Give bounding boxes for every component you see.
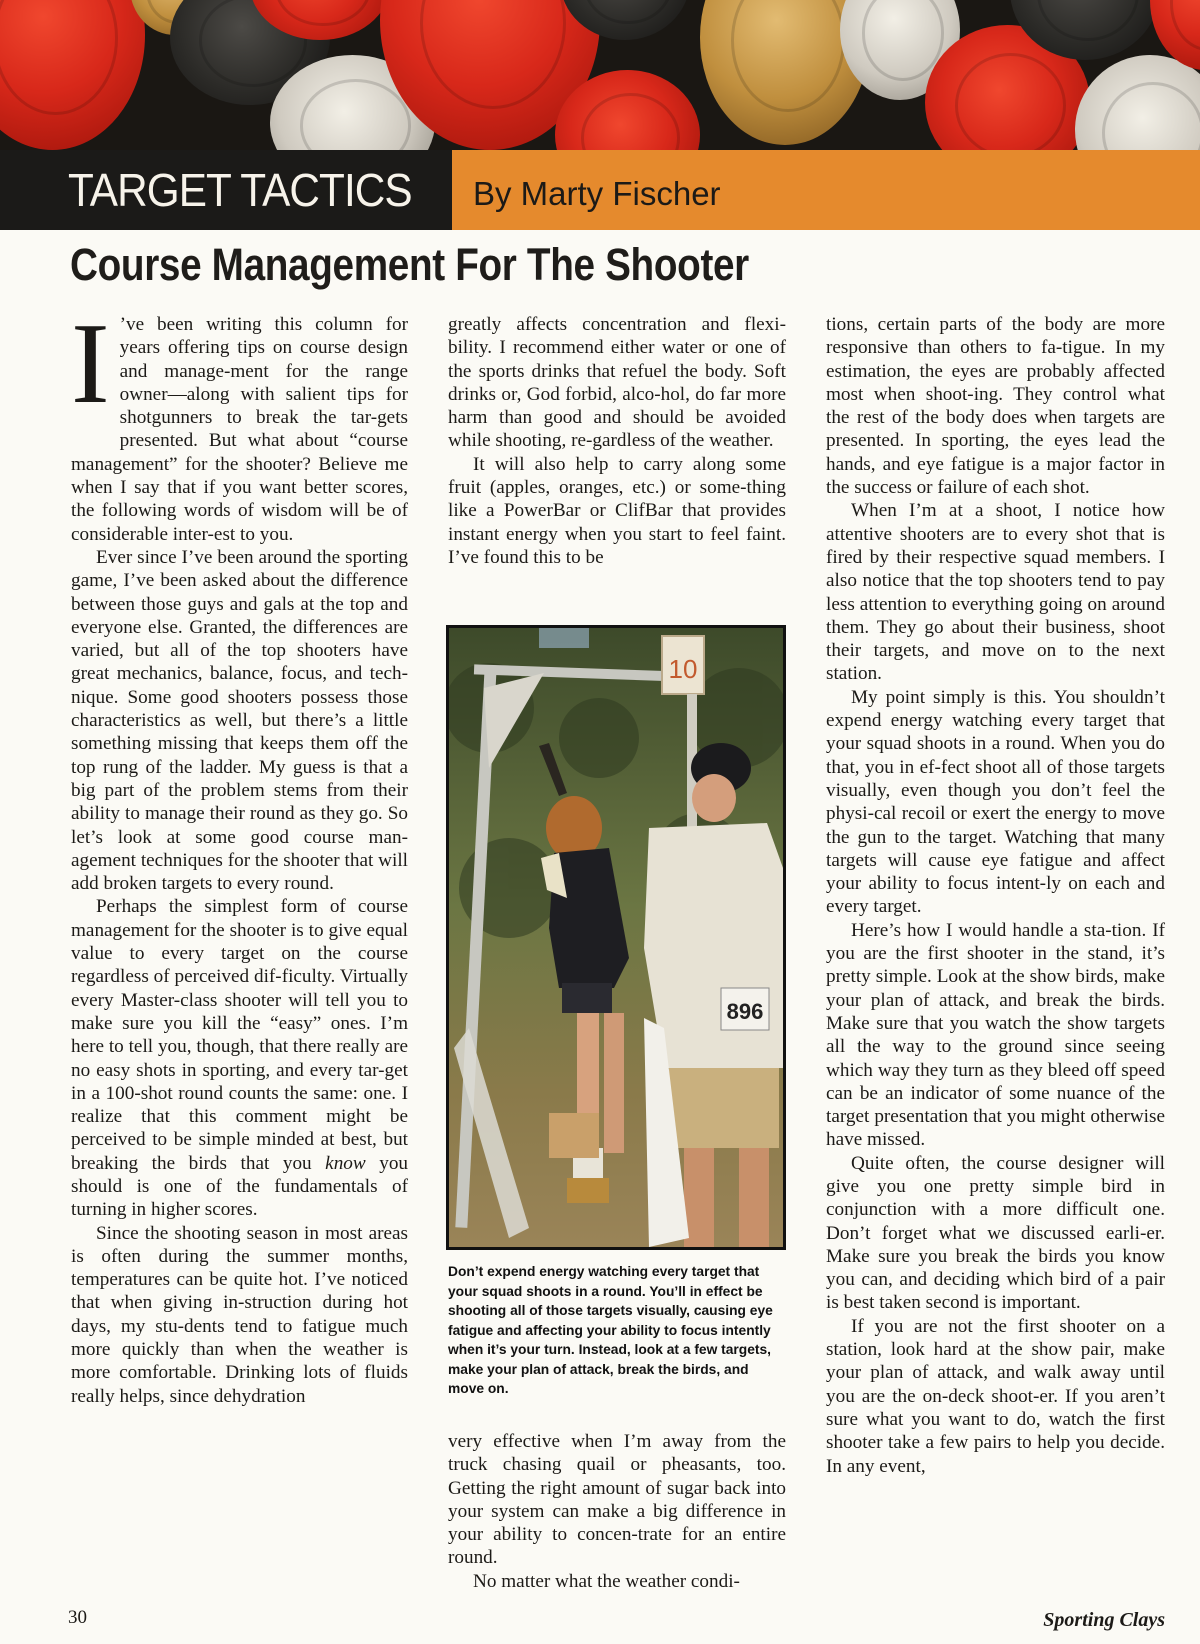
- paragraph: It will also help to carry along some fruit (apples, oranges, etc.) or some-thing like a PowerBar or ClifBar that provides instant energy when you start to feel faint. I’ve found this to be: [448, 453, 786, 568]
- paragraph: My point simply is this. You shouldn’t expend energy watching every target that your squad shoots in a round. When you do that, you in ef-fect shoot all of those targets visually, even though you don’t feel the physi-cal recoil or exert the energy to move the gun to the target. Watching that many targets will cause eye fatigue and affect your ability to focus intent-ly on each and every target.: [826, 686, 1165, 918]
- paragraph: very effective when I’m away from the truck chasing quail or pheasants, too. Getting the right amount of sugar back into your system can make a big difference in your ability to concen-trate for an entire round.: [448, 1431, 786, 1569]
- shooters-illustration: [449, 628, 783, 1247]
- publication-name: Sporting Clays: [1043, 1609, 1165, 1631]
- article-column-2-bottom: [448, 1430, 786, 1592]
- page-number: 30: [68, 1607, 87, 1628]
- paragraph: Here’s how I would handle a sta-tion. If you are the first shooter in the stand, it’s pretty simple. Look at the show birds, make your plan of attack, and break the birds. Make sure that you watch the show targets all the way to the ground since seeing which way they turn as they bleed off speed can be an indicator of some nuance of the target presentation that you might otherwise have missed.: [826, 919, 1165, 1151]
- paragraph: greatly affects concentration and flexi-bility. I recommend either water or one of the sports drinks that refuel the body. Soft drinks or, God forbid, alco-hol, do far more harm than good and should be avoided while shooting, re-gardless of the weather.: [448, 314, 786, 452]
- paragraph: Perhaps the simplest form of course management for the shooter is to give equal value to every target on the course regardless of perceived dif-ficulty. Virtually every Master-class shooter will tell you to make sure you kill the “easy” ones. I’m here to tell you, though, that there really are no easy shots in sporting, and every tar-get in a 100-shot round counts the same: one. I realize that this comment might be perceived to be simple minded at best, but breaking the birds that you know you should is one of the fundamentals of turning in higher scores.: [71, 896, 409, 1221]
- article-column-2-top: [448, 313, 786, 611]
- paragraph: Since the shooting season in most areas is often during the summer months, temperatures can be quite hot. I’ve noticed that when giving in-struction during hot days, my stu-dents tend to fatigue much more quickly than when the weather is more comfortable. Drinking lots of fluids really helps, since dehydration: [71, 1222, 408, 1407]
- paragraph: tions, certain parts of the body are more responsive than others to fa-tigue. In my estimation, the eyes are probably affected most when shoot-ing. They control what the rest of the body does when targets are presented. In sporting, the eyes lead the hands, and eye fatigue is a major factor in the success or failure of each shot.: [826, 314, 1165, 499]
- bib-number: 896: [726, 999, 764, 1024]
- shooters-photo: [446, 625, 786, 1250]
- clay-targets-photo: [0, 0, 1200, 150]
- paragraph: No matter what the weather condi-: [473, 1570, 740, 1592]
- paragraph: Ever since I’ve been around the sporting game, I’ve been asked about the difference between those guys and gals at the top and everyone else. Granted, the differences are varied, but all of the top shooters have great mechanics, balance, focus, and tech-nique. Some good shooters possess those characteristics as well, but there’s a little something missing that keeps them off the top rung of the ladder. My guess is that a big part of the problem stems from their ability to manage their round as they go. So let’s look at some good course man-agement techniques for the shooter that will add broken targets to every round.: [71, 546, 408, 895]
- article-column-1: [71, 300, 409, 1407]
- paragraph: Quite often, the course designer will give you one pretty simple bird in conjunction with a more difficult one. Don’t forget what we discussed earli-er. Make sure you break the birds you know you can, and deciding which bird of a pair is best taken second is important.: [826, 1152, 1165, 1314]
- column-name: TARGET TACTICS: [68, 164, 412, 216]
- paragraph: If you are not the first shooter on a station, look hard at the show pair, make your plan of attack, and walk away until you are the on-deck shoot-er. If you aren’t sure what you want to do, watch the first shooter take a few pairs to help you decide. In any event,: [826, 1315, 1165, 1477]
- drop-cap: I: [71, 300, 110, 428]
- station-sign-number: 10: [668, 654, 698, 684]
- paragraph: When I’m at a shoot, I notice how attentive shooters are to every shot that is fired by their respective squad members. I also notice that the top shooters tend to pay less attention to everything going on around them. They go about their business, shoot their targets, and move on to the next station.: [826, 500, 1165, 685]
- byline: By Marty Fischer: [473, 175, 721, 212]
- article-column-3: [826, 313, 1165, 1580]
- article-headline: Course Management For The Shooter: [70, 239, 749, 290]
- photo-caption: Don’t expend energy watching every target that your squad shoots in a round. You’ll in effect be shooting all of those targets visually, causing eye fatigue and affecting your ability to focus intently when it’s your turn. Instead, look at a few targets, make your plan of attack, break the birds, and move on.: [448, 1264, 773, 1396]
- paragraph: I ’ve been writing this column for years offering tips on course design and manage-ment for the range owner—along with salient tips for shotgunners to break the tar-gets presented. But what about “course management” for the shooter? Believe me when I say that if you want better scores, the following words of wisdom will be of considerable inter-est to you.: [71, 300, 408, 545]
